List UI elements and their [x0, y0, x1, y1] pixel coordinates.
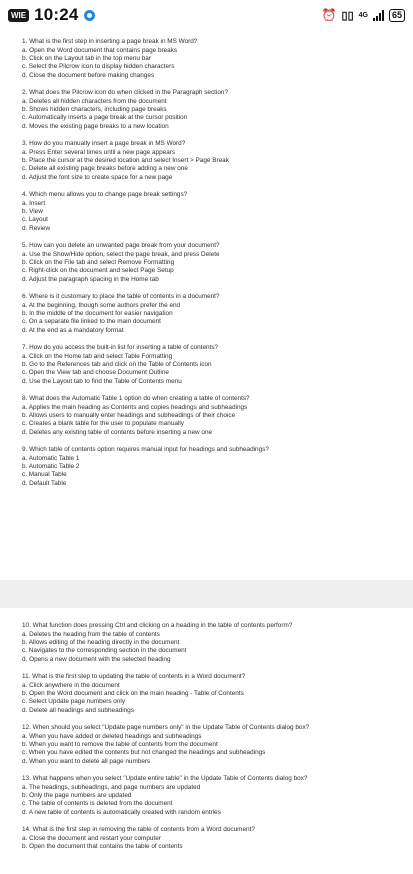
- status-right: [322, 8, 405, 22]
- question-block: [22, 242, 393, 284]
- answer-option: d. Adjust the font size to create space for a new page: [22, 173, 173, 181]
- question-block: [22, 89, 393, 131]
- answer-option: d. Default Table: [22, 479, 67, 487]
- answer-option: b. Shows hidden characters, including page breaks: [22, 106, 167, 114]
- answer-option: b. Open the document that contains the table of contents: [22, 843, 183, 851]
- answer-option: a. Use the Show/Hide option, select the page break, and press Delete: [22, 250, 220, 258]
- status-bar: [0, 0, 413, 30]
- question-list: [22, 622, 393, 851]
- answer-option: d. Opens a new document with the selected heading: [22, 655, 171, 663]
- answer-option: c. Creates a blank table for the user to populate manually: [22, 420, 184, 428]
- question-block: [22, 38, 393, 80]
- answer-option: d. At the end as a mandatory format: [22, 326, 124, 334]
- answer-option: b. Allows editing of the heading directly in the document: [22, 639, 180, 647]
- answer-option: b. Click on the Layout tab in the top menu bar: [22, 55, 151, 63]
- answer-option: b. Click on the File tab and select Remove Formatting: [22, 259, 175, 267]
- answer-option: b. Only the page numbers are updated: [22, 792, 132, 800]
- battery-icon: 65: [389, 9, 405, 22]
- question-text: 10. What function does pressing Ctrl and clicking on a heading in the table of contents perform?: [22, 622, 293, 629]
- question-text: 1. What is the first step in inserting a page break in MS Word?: [22, 38, 198, 45]
- answer-option: b. Open the Word document and click on the main heading - Table of Contents: [22, 690, 244, 698]
- answer-option: c. Select Update page numbers only: [22, 698, 126, 706]
- answer-option: c. The table of contents is deleted from the document: [22, 800, 173, 808]
- answer-option: c. On a separate file linked to the main document: [22, 318, 161, 326]
- answer-option: c. Manual Table: [22, 471, 67, 479]
- question-text: 14. What is the first step in removing the table of contents from a Word document?: [22, 825, 255, 833]
- question-text: 5. How can you delete an unwanted page break from your document?: [22, 241, 220, 249]
- answer-option: a. Close the document and restart your computer: [22, 834, 161, 842]
- page-gap: [0, 580, 413, 608]
- app-badge-icon: WIE: [8, 9, 29, 22]
- question-text: 4. Which menu allows you to change page break settings?: [22, 190, 188, 198]
- clock: 10:24: [34, 5, 79, 24]
- answer-option: c. Navigates to the corresponding section in the document: [22, 647, 187, 655]
- question-block: [22, 395, 393, 437]
- answer-option: d. Delete all headings and subheadings: [22, 706, 134, 714]
- answer-option: d. Use the Layout tab to find the Table of Contents menu: [22, 377, 182, 385]
- answer-option: a. The headings, subheadings, and page numbers are updated: [22, 783, 201, 791]
- answer-option: a. Deletes the heading from the table of contents: [22, 630, 160, 638]
- answer-option: a. Click anywhere in the document: [22, 681, 120, 689]
- question-block: [22, 826, 393, 851]
- answer-option: a. Deletes all hidden characters from the document: [22, 97, 167, 105]
- answer-option: a. Click on the Home tab and select Table Formatting: [22, 352, 173, 360]
- answer-option: d. Review: [22, 224, 51, 232]
- answer-option: d. Adjust the paragraph spacing in the Home tab: [22, 275, 159, 283]
- question-text: 13. What happens when you select "Update entire table" in the Update Table of Contents dialog box?: [22, 774, 308, 782]
- question-text: 7. How do you access the built-in list for inserting a table of contents?: [22, 343, 219, 351]
- answer-option: d. Moves the existing page breaks to a new location: [22, 122, 169, 130]
- answer-option: a. At the beginning, though some authors prefer the end: [22, 301, 181, 309]
- question-list: [22, 38, 393, 488]
- signal-icon: [373, 10, 384, 21]
- answer-option: b. In the middle of the document for easier navigation: [22, 310, 173, 318]
- question-text: 8. What does the Automatic Table 1 option do when creating a table of contents?: [22, 394, 250, 402]
- answer-option: d. Deletes any existing table of contents before inserting a new one: [22, 428, 213, 436]
- question-block: [22, 724, 393, 766]
- answer-option: b. Allows users to manually enter headings and subheadings of their choice: [22, 411, 236, 419]
- question-block: [22, 673, 393, 715]
- question-text: 2. What does the Pilcrow icon do when clicked in the Paragraph section?: [22, 88, 229, 96]
- answer-option: c. When you have edited the contents but not changed the headings and subheadings: [22, 749, 266, 757]
- answer-option: a. Press Enter several times until a new page appears: [22, 148, 176, 156]
- question-block: [22, 446, 393, 488]
- question-text: 6. Where is it customary to place the table of contents in a document?: [22, 292, 220, 300]
- question-text: 12. When should you select "Update page numbers only" in the Update Table of Contents dialog box?: [22, 723, 310, 731]
- answer-option: a. When you have added or deleted headings and subheadings: [22, 732, 202, 740]
- answer-option: a. Applies the main heading as Contents and copies headings and subheadings: [22, 403, 248, 411]
- answer-option: d. Close the document before making changes: [22, 71, 155, 79]
- answer-option: c. Right-click on the document and select Page Setup: [22, 267, 174, 275]
- answer-option: b. View: [22, 208, 43, 216]
- answer-option: a. Automatic Table 1: [22, 454, 80, 462]
- status-left: [8, 5, 95, 25]
- question-text: 11. What is the first step to updating the table of contents in a Word document?: [22, 672, 246, 680]
- answer-option: b. Go to the References tab and click on the Table of Contents icon: [22, 361, 212, 368]
- question-block: [22, 293, 393, 335]
- answer-option: d. When you want to delete all page numbers: [22, 757, 151, 765]
- question-block: [22, 191, 393, 233]
- notification-dot-icon: [84, 10, 95, 21]
- answer-option: d. A new table of contents is automatically created with random entries: [22, 808, 221, 816]
- question-block: [22, 140, 393, 182]
- document-page-1: [0, 32, 413, 580]
- answer-option: b. When you want to remove the table of contents from the document: [22, 741, 218, 749]
- question-block: [22, 622, 393, 664]
- vibrate-icon: ▯▯: [341, 9, 354, 22]
- question-block: [22, 775, 393, 817]
- network-type-label: 4G: [358, 11, 368, 19]
- alarm-icon: ⏰: [321, 8, 337, 22]
- answer-option: c. Delete all existing page breaks before adding a new one: [22, 165, 188, 173]
- answer-option: c. Open the View tab and choose Document Outline: [22, 369, 169, 377]
- answer-option: a. Open the Word document that contains page breaks: [22, 46, 178, 54]
- answer-option: c. Automatically inserts a page break at the cursor position: [22, 114, 188, 122]
- answer-option: c. Layout: [22, 216, 48, 224]
- answer-option: b. Automatic Table 2: [22, 462, 80, 470]
- answer-option: a. Insert: [22, 199, 46, 207]
- question-text: 3. How do you manually insert a page break in MS Word?: [22, 139, 186, 147]
- question-text: 9. Which table of contents option requires manual input for headings and subheadings?: [22, 445, 269, 453]
- question-block: [22, 344, 393, 386]
- answer-option: c. Select the Pilcrow icon to display hidden characters: [22, 63, 175, 71]
- document-page-2: [0, 608, 413, 874]
- answer-option: b. Place the cursor at the desired location and select Insert > Page Break: [22, 157, 229, 165]
